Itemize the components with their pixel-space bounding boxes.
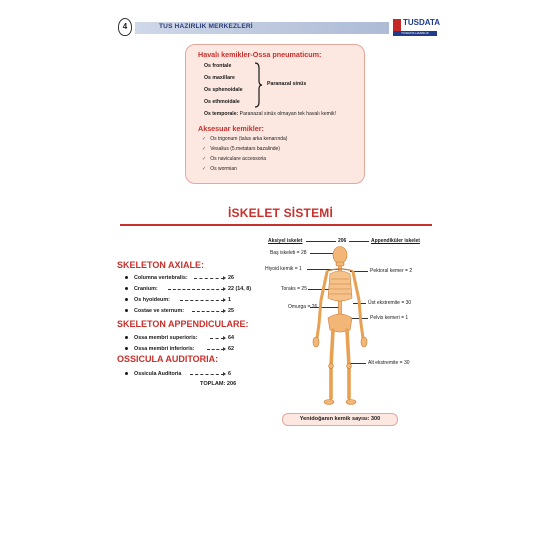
accessory-item xyxy=(202,136,287,142)
bone-item: Os ethmoidale xyxy=(204,99,240,105)
accessory-item-text: Vesalius (5.metatars bazalinde) xyxy=(210,146,280,152)
list-label: Costae ve sternum: xyxy=(134,308,185,314)
arrowhead-icon xyxy=(223,309,226,313)
dashed-arrow xyxy=(168,289,224,290)
curly-brace-icon xyxy=(254,62,262,108)
logo-text: TUSDATA xyxy=(403,18,441,27)
ossicula-heading: OSSICULA AUDITORIA: xyxy=(117,354,219,364)
appendicular-label-text: Appendiküler iskelet xyxy=(371,238,420,244)
check-icon: ✓ xyxy=(202,146,207,152)
list-row xyxy=(125,275,188,281)
figure-label-left: Toraks = 25 xyxy=(281,286,307,292)
logo-subtext-bar xyxy=(393,31,437,40)
pneumatic-heading: Havalı kemikler-Ossa pneumaticum: xyxy=(198,50,322,59)
arrowhead-icon xyxy=(223,276,226,280)
bullet-icon xyxy=(125,372,128,375)
bone-item: Os frontale xyxy=(204,63,232,69)
figure-label-left: Omurga = 26 xyxy=(288,304,318,310)
list-value: 22 (14, 8) xyxy=(228,286,252,292)
list-row xyxy=(125,371,181,377)
accessory-item xyxy=(202,146,280,152)
newborn-bone-count: Yenidoğanın kemik sayısı: 300 xyxy=(282,413,398,426)
figure-label-right: Üst ekstremite = 30 xyxy=(368,300,412,306)
accessory-item-text: Os wormian xyxy=(210,166,237,172)
temporale-note xyxy=(204,111,336,117)
bullet-icon xyxy=(125,347,128,350)
accessory-item-text: Os naviculare accessoria xyxy=(210,156,267,162)
axial-skeleton-label xyxy=(268,238,302,244)
accessory-item-text: Os trigonum (talus arka kenarında) xyxy=(210,136,288,142)
accessory-item xyxy=(202,166,237,172)
dashed-arrow xyxy=(180,300,224,301)
skeleton-illustration xyxy=(300,244,380,409)
arrowhead-icon xyxy=(223,372,226,376)
dashed-arrow xyxy=(190,374,224,375)
leader-line xyxy=(306,241,336,242)
dashed-arrow xyxy=(210,338,224,339)
list-row xyxy=(125,308,184,314)
list-label: Ossa membri superioris: xyxy=(134,335,198,341)
arrowhead-icon xyxy=(223,287,226,291)
tusdata-logo xyxy=(393,18,441,40)
list-row xyxy=(125,286,158,292)
list-label: Ossicula Auditoria xyxy=(134,371,182,377)
bullet-icon xyxy=(125,309,128,312)
list-row xyxy=(125,297,170,303)
list-row xyxy=(125,335,198,341)
leader-line xyxy=(349,241,369,242)
accessory-heading: Aksesuar kemikler: xyxy=(198,124,264,133)
check-icon: ✓ xyxy=(202,136,207,142)
total-count: TOPLAM: 206 xyxy=(200,381,237,387)
bullet-icon xyxy=(125,276,128,279)
temporale-bold: Os temporale: xyxy=(204,111,239,117)
accessory-item xyxy=(202,156,266,162)
paranasal-label: Paranazal sinüs xyxy=(267,81,307,87)
temporale-text: Paranazal sinüs olmayan tek havalı kemik! xyxy=(238,111,336,117)
list-label: Ossa membri inferioris: xyxy=(134,346,195,352)
list-value: 64 xyxy=(228,335,234,341)
page-number: 4 xyxy=(118,18,132,36)
logo-mark-icon xyxy=(393,19,401,31)
check-icon: ✓ xyxy=(202,166,207,172)
figure-label-left: Hiyoid kemik = 1 xyxy=(265,266,302,272)
skeleton-appendiculare-heading: SKELETON APPENDICULARE: xyxy=(117,319,249,329)
list-value: 26 xyxy=(228,275,234,281)
bullet-icon xyxy=(125,287,128,290)
dashed-arrow xyxy=(194,278,224,279)
dashed-arrow xyxy=(207,349,224,350)
pneumatic-bones-box xyxy=(185,44,365,184)
list-value: 1 xyxy=(228,297,231,303)
check-icon: ✓ xyxy=(202,156,207,162)
list-value: 25 xyxy=(228,308,234,314)
list-label: Cranium: xyxy=(134,286,158,292)
section-divider xyxy=(120,224,432,226)
bone-item: Os maxillare xyxy=(204,75,235,81)
figure-label-right: Pektoral kemer = 2 xyxy=(370,268,413,274)
logo-subtext: TUSDATA HAZIRLIK MERKEZLERİ xyxy=(401,31,429,40)
header-bar xyxy=(135,22,389,34)
header-title: TUS HAZIRLIK MERKEZLERİ xyxy=(159,23,253,30)
list-label: Columna vertebralis: xyxy=(134,275,188,281)
arrowhead-icon xyxy=(223,336,226,340)
dashed-arrow xyxy=(192,311,224,312)
total-center-text: 206 xyxy=(338,238,347,244)
skeleton-axiale-heading: SKELETON AXIALE: xyxy=(117,260,205,270)
list-row xyxy=(125,346,195,352)
bone-item: Os sphenoidale xyxy=(204,87,243,93)
list-value: 6 xyxy=(228,371,231,377)
list-label: Os hyoideum: xyxy=(134,297,170,303)
arrowhead-icon xyxy=(223,298,226,302)
bullet-icon xyxy=(125,336,128,339)
section-title: İSKELET SİSTEMİ xyxy=(228,206,334,220)
figure-label-right: Pelvis kemeri = 1 xyxy=(370,315,409,321)
bullet-icon xyxy=(125,298,128,301)
list-value: 62 xyxy=(228,346,234,352)
page-header xyxy=(118,18,441,40)
figure-label-right: Alt ekstremite = 30 xyxy=(368,360,410,366)
figure-label-left: Baş iskeleti = 28 xyxy=(270,250,307,256)
arrowhead-icon xyxy=(223,347,226,351)
axial-label-text: Aksiyel iskelet xyxy=(268,238,303,244)
